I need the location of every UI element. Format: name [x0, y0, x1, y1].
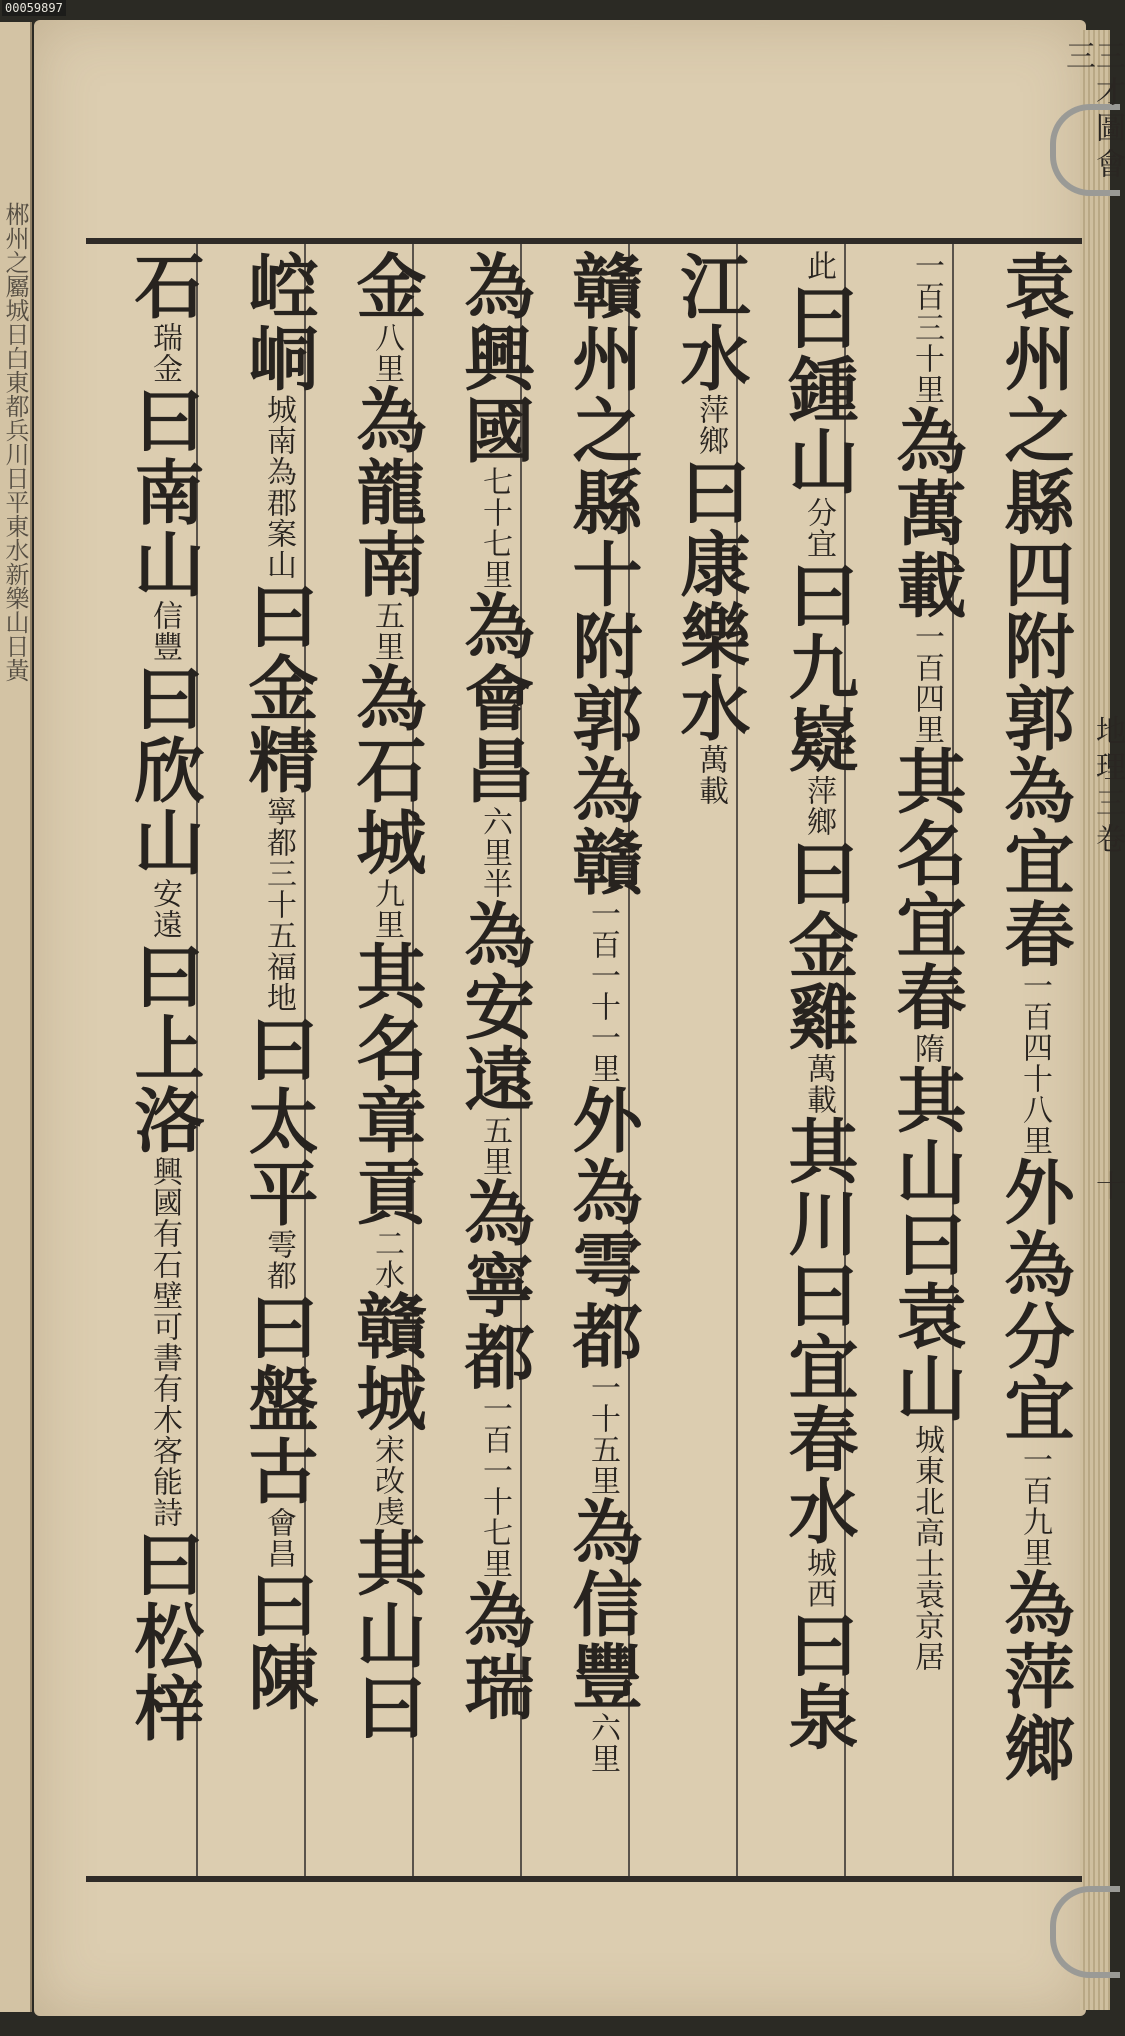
main-text: 其名宜春	[885, 745, 968, 1033]
annotation-text: 會昌	[261, 1507, 296, 1569]
main-text: 其名章貢	[345, 940, 428, 1228]
main-text: 袁州之縣四附郭為宜春	[993, 250, 1076, 970]
annotation-text: 萍鄉	[693, 394, 728, 456]
text-column-7	[324, 250, 428, 1878]
main-text: 曰泉	[777, 1609, 860, 1753]
annotation-text: 五里	[477, 1115, 512, 1177]
annotation-text: 信豐	[147, 600, 182, 662]
facing-page-edge	[0, 22, 32, 2012]
main-text: 為龍南	[345, 384, 428, 600]
main-text: 為瑞	[453, 1579, 536, 1723]
main-text: 其川曰宜春水	[777, 1115, 860, 1547]
annotation-text: 興國有石壁可書有木客能詩	[147, 1156, 182, 1528]
annotation-text: 此	[801, 250, 836, 281]
main-text: 曰九嶷	[777, 559, 860, 775]
text-column-8	[216, 250, 320, 1878]
scan-id-label: 00059897	[2, 0, 66, 16]
main-text: 為會昌	[453, 590, 536, 806]
main-text: 贛州之縣十附郭為贛	[561, 250, 644, 898]
annotation-text: 城南為郡案山	[261, 394, 296, 580]
facing-page-column: 郴州之屬城日白東都兵川日平東水新樂山日黃	[1, 202, 29, 682]
text-column-9	[102, 250, 206, 1878]
book-title: 三才圖會	[1090, 40, 1125, 184]
main-text: 為萬載	[885, 405, 968, 621]
binding-clip-bottom	[1050, 1886, 1120, 1978]
annotation-text: 宋改虔	[369, 1434, 404, 1527]
annotation-text: 城西	[801, 1547, 836, 1609]
annotation-text: 八里	[369, 322, 404, 384]
annotation-text: 一百四十八里	[1017, 970, 1052, 1156]
text-column-1	[972, 250, 1076, 1878]
text-column-3	[756, 250, 860, 1878]
main-text: 外為分宜	[993, 1156, 1076, 1444]
annotation-text: 一百一十七里	[477, 1393, 512, 1579]
annotation-text: 一百三十里	[909, 250, 944, 405]
text-column-2	[864, 250, 968, 1878]
main-text: 為萍鄉	[993, 1568, 1076, 1784]
annotation-text: 瑞金	[147, 322, 182, 384]
main-text: 曰金精	[237, 580, 320, 796]
main-text: 曰松梓	[123, 1528, 206, 1744]
annotation-text: 九里	[369, 878, 404, 940]
main-text: 曰金雞	[777, 837, 860, 1053]
annotation-text: 一百一十一里	[585, 898, 620, 1084]
section-title: 地理三卷	[1090, 715, 1125, 860]
page-banner	[1060, 40, 1125, 1240]
text-column-6	[432, 250, 536, 1878]
main-text: 崆峒	[237, 250, 320, 394]
annotation-text: 分宜	[801, 497, 836, 559]
folio-number: 十三	[1060, 40, 1125, 1207]
annotation-text: 隋	[909, 1033, 944, 1064]
annotation-text: 五里	[369, 600, 404, 662]
main-text: 曰鍾山	[777, 281, 860, 497]
main-text: 曰陳	[237, 1569, 320, 1713]
main-text: 為寧都	[453, 1177, 536, 1393]
main-text: 曰欣山	[123, 662, 206, 878]
main-text: 曰盤古	[237, 1291, 320, 1507]
main-text: 石	[123, 250, 206, 322]
main-text: 曰南山	[123, 384, 206, 600]
text-column-4	[648, 250, 752, 1878]
annotation-text: 一百九里	[1017, 1444, 1052, 1568]
annotation-text: 七十七里	[477, 466, 512, 590]
main-text: 金	[345, 250, 428, 322]
main-text: 其山曰	[345, 1527, 428, 1743]
annotation-text: 萬載	[693, 744, 728, 806]
annotation-text: 萍鄉	[801, 775, 836, 837]
text-column-5	[540, 250, 644, 1878]
main-text: 為石城	[345, 662, 428, 878]
main-text: 曰太平	[237, 1013, 320, 1229]
text-frame	[86, 238, 1082, 1882]
annotation-text: 雩都	[261, 1229, 296, 1291]
main-text: 為安遠	[453, 899, 536, 1115]
main-text: 曰上洛	[123, 940, 206, 1156]
main-text: 其山曰袁山	[885, 1064, 968, 1424]
main-text: 贛城	[345, 1290, 428, 1434]
annotation-text: 一十五里	[585, 1372, 620, 1496]
main-text: 江水	[669, 250, 752, 394]
annotation-text: 二水	[369, 1228, 404, 1290]
annotation-text: 萬載	[801, 1053, 836, 1115]
main-text: 為興國	[453, 250, 536, 466]
annotation-text: 城東北高士袁京居	[909, 1424, 944, 1672]
annotation-text: 六里	[585, 1712, 620, 1774]
annotation-text: 六里半	[477, 806, 512, 899]
main-text: 外為雩都	[561, 1084, 644, 1372]
main-text: 為信豐	[561, 1496, 644, 1712]
annotation-text: 寧都三十五福地	[261, 796, 296, 1013]
annotation-text: 一百四里	[909, 621, 944, 745]
main-text: 曰康樂水	[669, 456, 752, 744]
annotation-text: 安遠	[147, 878, 182, 940]
